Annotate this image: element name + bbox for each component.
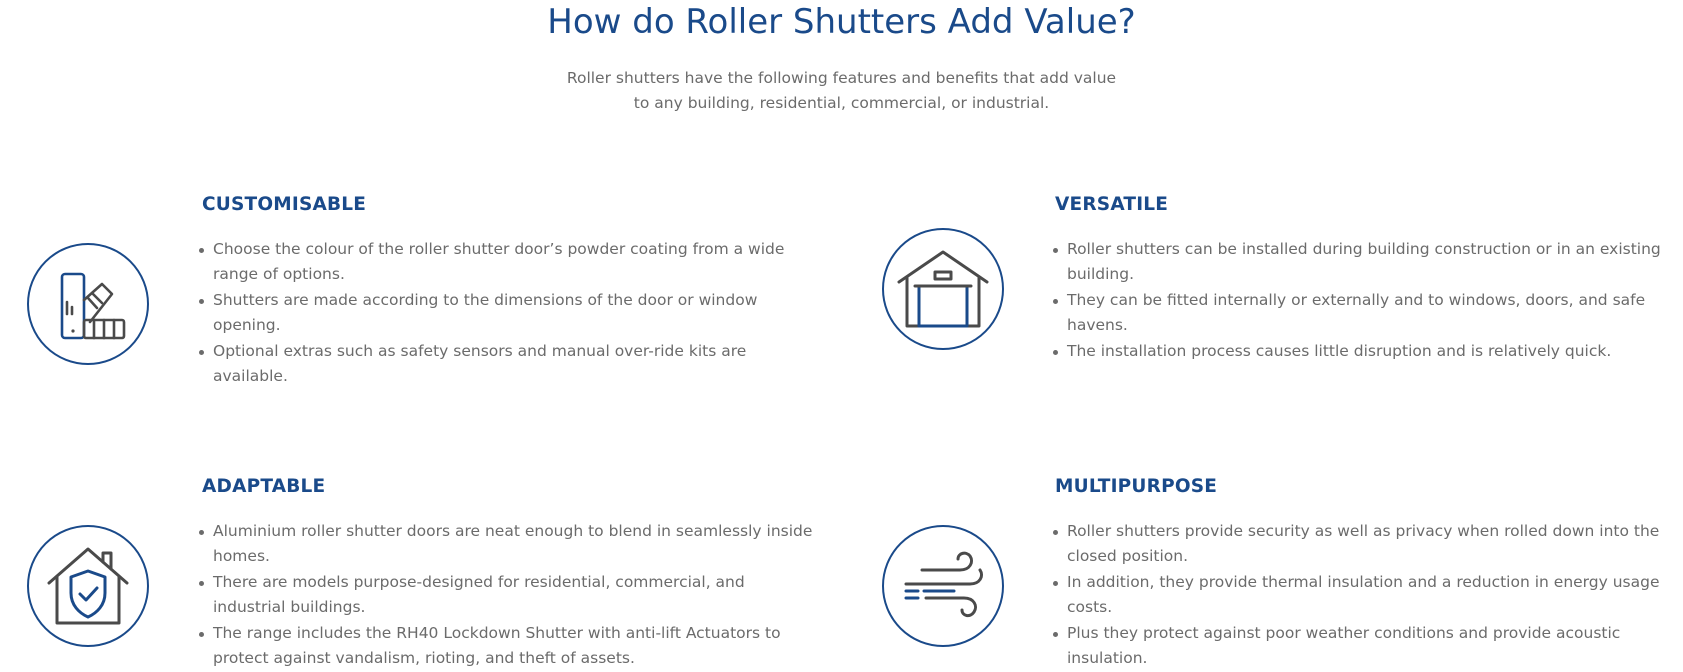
feature-title: CUSTOMISABLE bbox=[202, 194, 367, 215]
list-item: Shutters are made according to the dimensions of the door or window opening. bbox=[197, 288, 817, 338]
intro-line-1: Roller shutters have the following features and benefits that add value bbox=[566, 69, 1117, 87]
page-title: How do Roller Shutters Add Value? bbox=[547, 2, 1136, 42]
list-item: They can be fitted internally or externally and to windows, doors, and safe havens. bbox=[1051, 288, 1671, 338]
intro-text bbox=[0, 66, 1683, 116]
wind-icon bbox=[882, 525, 1004, 647]
feature-bullets bbox=[197, 519, 817, 672]
list-item: There are models purpose-designed for residential, commercial, and industrial buildings. bbox=[197, 570, 817, 620]
list-item: Choose the colour of the roller shutter door’s powder coating from a wide range of options. bbox=[197, 237, 817, 287]
feature-bullets bbox=[197, 237, 817, 390]
feature-title: VERSATILE bbox=[1055, 194, 1169, 215]
feature-title: MULTIPURPOSE bbox=[1055, 476, 1218, 497]
home-shield-icon bbox=[27, 525, 149, 647]
list-item: Plus they protect against poor weather conditions and provide acoustic insulation. bbox=[1051, 621, 1671, 671]
colour-swatch-icon bbox=[27, 243, 149, 365]
feature-title: ADAPTABLE bbox=[202, 476, 326, 497]
list-item: Aluminium roller shutter doors are neat enough to blend in seamlessly inside homes. bbox=[197, 519, 817, 569]
list-item: The range includes the RH40 Lockdown Shutter with anti-lift Actuators to protect against vandalism, rioting, and theft of assets. bbox=[197, 621, 817, 671]
garage-icon bbox=[882, 228, 1004, 350]
list-item: Roller shutters can be installed during building construction or in an existing building. bbox=[1051, 237, 1671, 287]
list-item: Roller shutters provide security as well as privacy when rolled down into the closed position. bbox=[1051, 519, 1671, 569]
list-item: In addition, they provide thermal insulation and a reduction in energy usage costs. bbox=[1051, 570, 1671, 620]
list-item: Optional extras such as safety sensors and manual over-ride kits are available. bbox=[197, 339, 817, 389]
feature-bullets bbox=[1051, 519, 1671, 672]
intro-line-2: to any building, residential, commercial, or industrial. bbox=[633, 94, 1050, 112]
feature-bullets bbox=[1051, 237, 1671, 365]
list-item: The installation process causes little disruption and is relatively quick. bbox=[1051, 339, 1671, 364]
